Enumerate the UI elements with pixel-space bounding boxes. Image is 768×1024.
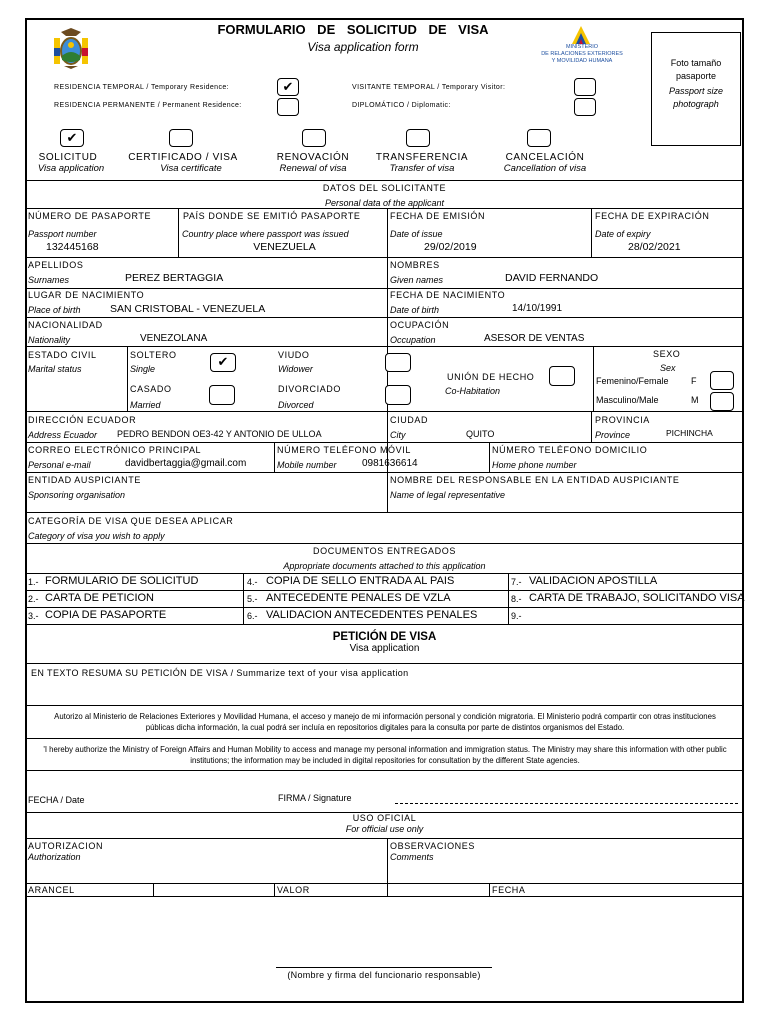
issue-date-sub: Date of issue bbox=[390, 229, 443, 239]
nationality-value[interactable]: VENEZOLANA bbox=[140, 333, 208, 344]
province-sub: Province bbox=[595, 430, 631, 440]
arancel-header: ARANCEL bbox=[28, 885, 75, 895]
mobile-value[interactable]: 0981636614 bbox=[362, 458, 418, 469]
visitor-temporal-checkbox[interactable] bbox=[574, 78, 596, 96]
official-use-title: USO OFICIAL bbox=[352, 813, 417, 823]
cohabitation-checkbox[interactable] bbox=[549, 366, 575, 386]
surnames-value[interactable]: PEREZ BERTAGGIA bbox=[125, 272, 224, 284]
divider bbox=[26, 663, 743, 664]
form-title: FORMULARIO DE SOLICITUD DE VISA bbox=[217, 22, 489, 37]
expiry-date-value[interactable]: 28/02/2021 bbox=[628, 241, 681, 253]
ministry-name-line2: DE RELACIONES EXTERIORES bbox=[541, 51, 623, 57]
applicant-section-title: DATOS DEL SOLICITANTE bbox=[322, 183, 447, 193]
request-solicitud-sub: Visa application bbox=[37, 163, 105, 174]
birthplace-value[interactable]: SAN CRISTOBAL - VENEZUELA bbox=[110, 303, 266, 315]
married-sub: Married bbox=[130, 400, 161, 410]
consent-english: 'I hereby authorize the Ministry of Foreign Affairs and Human Mobility to access and manage my personal information and immigration status. The Ministry may share this information with other public institutions; the information may be included in digital repositories for consultation by the different State agencies. bbox=[43, 745, 727, 765]
request-solicitud-label: SOLICITUD bbox=[38, 152, 98, 163]
documents-sub: Appropriate documents attached to this application bbox=[283, 561, 486, 571]
signature-line[interactable] bbox=[395, 803, 738, 804]
male-label: Masculino/Male bbox=[596, 395, 659, 405]
legal-rep-sub: Name of legal representative bbox=[390, 490, 506, 500]
residence-permanent-label: RESIDENCIA PERMANENTE / Permanent Residence: bbox=[54, 102, 242, 109]
passport-number-label: NÚMERO DE PASAPORTE bbox=[28, 211, 152, 221]
occupation-label: OCUPACIÓN bbox=[390, 320, 450, 330]
ecuador-coat-of-arms bbox=[48, 26, 94, 70]
issue-country-value[interactable]: VENEZUELA bbox=[253, 241, 316, 253]
divorced-label: DIVORCIADO bbox=[278, 384, 342, 394]
province-label: PROVINCIA bbox=[595, 415, 650, 425]
authorization-label: AUTORIZACION bbox=[28, 841, 104, 851]
request-cancelacion-checkbox[interactable] bbox=[527, 129, 551, 147]
nationality-sub: Nationality bbox=[28, 335, 71, 345]
city-value[interactable]: QUITO bbox=[466, 429, 495, 439]
mobile-sub: Mobile number bbox=[277, 460, 337, 470]
document-item: CARTA DE PETICION bbox=[45, 592, 155, 604]
email-sub: Personal e-mail bbox=[28, 460, 91, 470]
col-divider bbox=[508, 573, 509, 624]
mobile-label: NÚMERO TELÉFONO MÓVIL bbox=[277, 445, 411, 455]
divider bbox=[26, 180, 743, 181]
observations-sub: Comments bbox=[390, 852, 434, 862]
document-item-num: 7.- bbox=[511, 577, 522, 587]
sponsor-sub: Sponsoring organisation bbox=[28, 490, 126, 500]
widower-label: VIUDO bbox=[278, 350, 310, 360]
photo-sub: Passport size photograph bbox=[668, 86, 724, 109]
ministry-name-line1: MINISTERIO bbox=[565, 44, 599, 50]
single-checkbox[interactable]: ✔ bbox=[210, 353, 236, 372]
divider bbox=[26, 346, 743, 347]
document-item: VALIDACION APOSTILLA bbox=[529, 575, 658, 587]
married-checkbox[interactable] bbox=[209, 385, 235, 405]
divorced-checkbox[interactable] bbox=[385, 385, 411, 405]
expiry-date-label: FECHA DE EXPIRACIÓN bbox=[595, 211, 710, 221]
divider bbox=[26, 883, 743, 884]
divider bbox=[26, 317, 743, 318]
document-item-num: 9.- bbox=[511, 611, 522, 621]
single-label: SOLTERO bbox=[130, 350, 177, 360]
divider bbox=[26, 573, 743, 574]
petition-title: PETICIÓN DE VISA bbox=[332, 631, 437, 643]
occupation-sub: Occupation bbox=[390, 335, 436, 345]
request-renovacion-label: RENOVACIÓN bbox=[276, 152, 350, 163]
male-checkbox[interactable] bbox=[710, 392, 734, 411]
expiry-date-sub: Date of expiry bbox=[595, 229, 651, 239]
document-item: FORMULARIO DE SOLICITUD bbox=[45, 575, 199, 587]
petition-summary-area[interactable] bbox=[27, 682, 741, 704]
home-phone-label: NÚMERO TELÉFONO DOMICILIO bbox=[492, 445, 648, 455]
married-label: CASADO bbox=[130, 384, 172, 394]
civil-status-sub: Marital status bbox=[28, 364, 82, 374]
document-item: CARTA DE TRABAJO, SOLICITANDO VISA bbox=[529, 592, 745, 604]
document-item-num: 6.- bbox=[247, 611, 258, 621]
document-item: VALIDACION ANTECEDENTES PENALES bbox=[266, 609, 478, 621]
diplomatic-label: DIPLOMÁTICO / Diplomatic: bbox=[352, 102, 451, 109]
authorization-sub: Authorization bbox=[28, 852, 81, 862]
divider bbox=[26, 770, 743, 771]
given-names-label: NOMBRES bbox=[390, 260, 440, 270]
cohabitation-label: UNIÓN DE HECHO bbox=[447, 372, 535, 382]
address-value[interactable]: PEDRO BENDON OE3-42 Y ANTONIO DE ULLOA bbox=[117, 429, 322, 439]
birthdate-value[interactable]: 14/10/1991 bbox=[512, 303, 563, 314]
birthdate-sub: Date of birth bbox=[390, 305, 440, 315]
civil-status-label: ESTADO CIVIL bbox=[28, 350, 97, 360]
email-label: CORREO ELECTRÓNICO PRINCIPAL bbox=[28, 445, 202, 455]
col-divider bbox=[153, 883, 154, 896]
request-cancelacion-label: CANCELACIÓN bbox=[505, 152, 585, 163]
divider bbox=[26, 705, 743, 706]
divider bbox=[26, 208, 743, 209]
col-divider bbox=[243, 573, 244, 624]
diplomatic-checkbox[interactable] bbox=[574, 98, 596, 116]
province-value[interactable]: PICHINCHA bbox=[666, 428, 713, 438]
col-divider bbox=[591, 411, 592, 442]
surnames-label: APELLIDOS bbox=[28, 260, 84, 270]
widower-checkbox[interactable] bbox=[385, 353, 411, 372]
request-certificado-checkbox[interactable] bbox=[169, 129, 193, 147]
divider bbox=[26, 543, 743, 544]
female-code: F bbox=[691, 376, 697, 386]
address-sub: Address Ecuador bbox=[28, 430, 98, 440]
surnames-sub: Surnames bbox=[28, 275, 70, 285]
document-item-num: 8.- bbox=[511, 594, 522, 604]
legal-rep-label: NOMBRE DEL RESPONSABLE EN LA ENTIDAD AUSPICIANTE bbox=[390, 475, 680, 485]
col-divider bbox=[127, 346, 128, 411]
request-transferencia-sub: Transfer of visa bbox=[389, 163, 455, 174]
residence-permanent-checkbox[interactable] bbox=[277, 98, 299, 116]
date-field[interactable] bbox=[96, 792, 266, 806]
divider bbox=[26, 838, 743, 839]
divider bbox=[26, 896, 743, 897]
col-divider bbox=[593, 346, 594, 411]
document-item-num: 3.- bbox=[28, 611, 39, 621]
request-certificado-label: CERTIFICADO / VISA bbox=[128, 152, 238, 163]
request-transferencia-checkbox[interactable] bbox=[406, 129, 430, 147]
city-label: CIUDAD bbox=[390, 415, 429, 425]
given-names-value[interactable]: DAVID FERNANDO bbox=[505, 272, 599, 284]
address-label: DIRECCIÓN ECUADOR bbox=[28, 415, 137, 425]
visitor-temporal-label: VISITANTE TEMPORAL / Temporary Visitor: bbox=[352, 84, 506, 91]
passport-number-value[interactable]: 132445168 bbox=[46, 241, 99, 253]
photo-label: Foto tamaño pasaporte bbox=[670, 58, 722, 81]
nationality-label: NACIONALIDAD bbox=[28, 320, 103, 330]
petition-summary-label: EN TEXTO RESUMA SU PETICIÓN DE VISA / Summarize text of your visa application bbox=[31, 668, 409, 678]
residence-temporal-label: RESIDENCIA TEMPORAL / Temporary Residence: bbox=[54, 84, 230, 91]
officer-signature-line[interactable] bbox=[276, 967, 492, 968]
visa-category-label: CATEGORÍA DE VISA QUE DESEA APLICAR bbox=[28, 516, 234, 526]
col-divider bbox=[274, 883, 275, 896]
document-item-num: 5.- bbox=[247, 594, 258, 604]
fecha-header: FECHA bbox=[492, 885, 526, 895]
document-item: COPIA DE PASAPORTE bbox=[45, 609, 167, 621]
female-checkbox[interactable] bbox=[710, 371, 734, 390]
request-transferencia-label: TRANSFERENCIA bbox=[375, 152, 469, 163]
divider bbox=[26, 590, 743, 591]
ministry-name-line3: Y MOVILIDAD HUMANA bbox=[551, 58, 613, 64]
document-item-num: 4.- bbox=[247, 577, 258, 587]
birthplace-label: LUGAR DE NACIMIENTO bbox=[28, 290, 145, 300]
home-phone-sub: Home phone number bbox=[492, 460, 577, 470]
divider bbox=[26, 411, 743, 412]
request-renovacion-checkbox[interactable] bbox=[302, 129, 326, 147]
date-label: FECHA / Date bbox=[28, 795, 85, 805]
widower-sub: Widower bbox=[278, 364, 313, 374]
male-code: M bbox=[691, 395, 699, 405]
occupation-value[interactable]: ASESOR DE VENTAS bbox=[484, 333, 585, 344]
col-divider bbox=[591, 208, 592, 257]
request-cancelacion-sub: Cancellation of visa bbox=[503, 163, 587, 174]
col-divider bbox=[387, 838, 388, 896]
single-sub: Single bbox=[130, 364, 156, 374]
visa-category-sub: Category of visa you wish to apply bbox=[28, 531, 165, 541]
document-item-num: 1.- bbox=[28, 577, 39, 587]
sponsor-label: ENTIDAD AUSPICIANTE bbox=[28, 475, 141, 485]
city-sub: City bbox=[390, 430, 406, 440]
col-divider bbox=[274, 442, 275, 472]
petition-sub: Visa application bbox=[349, 643, 420, 654]
official-use-sub: For official use only bbox=[345, 824, 424, 834]
consent-spanish: Autorizo al Ministerio de Relaciones Exteriores y Movilidad Humana, el acceso y manejo de mi información personal y condición migratoria. El Ministerio podrá compartir con otras instituciones públicas dicha información, la cual podrá ser incluía en repositorios digitales para la consulta por parte de distintos organismos del Estado. bbox=[54, 712, 716, 732]
form-subtitle: Visa application form bbox=[307, 40, 419, 54]
divider bbox=[26, 442, 743, 443]
request-certificado-sub: Visa certificate bbox=[160, 163, 222, 174]
observations-label: OBSERVACIONES bbox=[390, 841, 475, 851]
signature-label: FIRMA / Signature bbox=[278, 793, 352, 803]
divider bbox=[26, 624, 743, 625]
issue-country-label: PAÍS DONDE SE EMITIÓ PASAPORTE bbox=[183, 211, 361, 221]
given-names-sub: Given names bbox=[390, 275, 444, 285]
divider bbox=[26, 512, 743, 513]
birthdate-label: FECHA DE NACIMIENTO bbox=[390, 290, 506, 300]
document-item: COPIA DE SELLO ENTRADA AL PAIS bbox=[266, 575, 455, 587]
ministry-logo bbox=[532, 24, 632, 70]
applicant-section-sub: Personal data of the applicant bbox=[324, 198, 445, 208]
email-value[interactable]: davidbertaggia@gmail.com bbox=[125, 458, 247, 469]
issue-date-value[interactable]: 29/02/2019 bbox=[424, 241, 477, 253]
col-divider bbox=[489, 442, 490, 472]
document-item-num: 2.- bbox=[28, 594, 39, 604]
residence-temporal-checkbox[interactable]: ✔ bbox=[277, 78, 299, 96]
divider bbox=[26, 288, 743, 289]
issue-country-sub: Country place where passport was issued bbox=[182, 229, 349, 239]
passport-number-sub: Passport number bbox=[28, 229, 97, 239]
divider bbox=[26, 607, 743, 608]
issue-date-label: FECHA DE EMISIÓN bbox=[390, 211, 486, 221]
document-item: ANTECEDENTE PENALES DE VZLA bbox=[266, 592, 451, 604]
officer-signature-label: (Nombre y firma del funcionario responsable) bbox=[287, 970, 481, 980]
female-label: Femenino/Female bbox=[596, 376, 669, 386]
divider bbox=[26, 472, 743, 473]
birthplace-sub: Place of birth bbox=[28, 305, 81, 315]
valor-header: VALOR bbox=[277, 885, 310, 895]
divider bbox=[26, 738, 743, 739]
request-renovacion-sub: Renewal of visa bbox=[279, 163, 347, 174]
photo-box[interactable] bbox=[651, 32, 741, 146]
documents-title: DOCUMENTOS ENTREGADOS bbox=[313, 546, 456, 556]
sex-label: SEXO bbox=[653, 349, 681, 359]
request-solicitud-checkbox[interactable]: ✔ bbox=[60, 129, 84, 147]
divorced-sub: Divorced bbox=[278, 400, 314, 410]
col-divider bbox=[489, 883, 490, 896]
divider bbox=[26, 257, 743, 258]
col-divider bbox=[178, 208, 179, 257]
sex-sub: Sex bbox=[660, 363, 676, 373]
cohabitation-sub: Co-Habitation bbox=[445, 386, 501, 396]
